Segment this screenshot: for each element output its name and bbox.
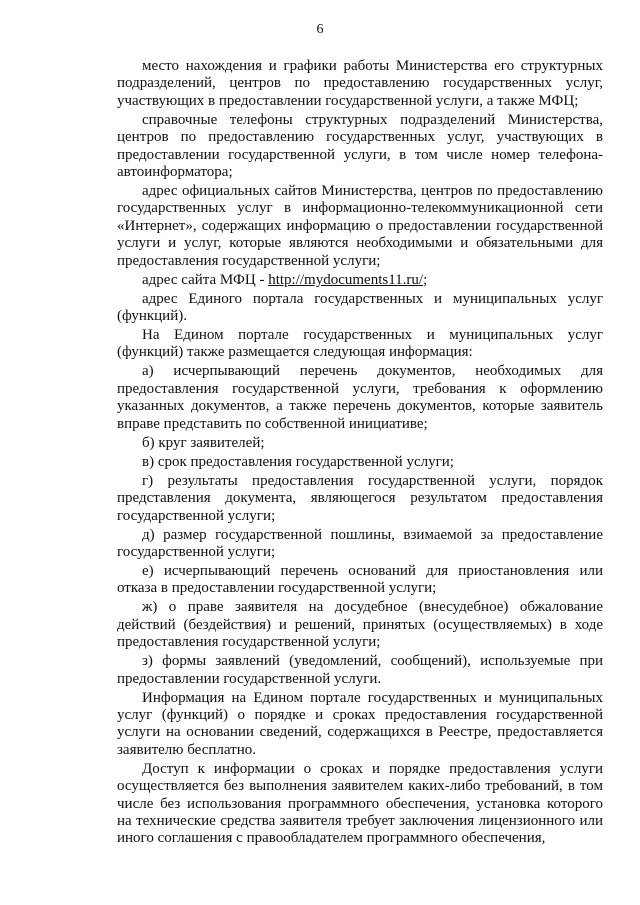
paragraph-mfc-site	[117, 272, 603, 289]
paragraph: адрес Единого портала государственных и муниципальных услуг (функций).	[117, 290, 603, 325]
paragraph: справочные телефоны структурных подразделений Министерства, центров по предоставлению государственных услуг, участвующих в предоставлении государственной услуги, в том числе номер телефона-автоинформатора;	[117, 111, 603, 181]
list-item: а) исчерпывающий перечень документов, необходимых для предоставления государственной услуги, требования к оформлению указанных документов, а также перечень документов, которые заявитель вправе представить по собственной инициативе;	[117, 363, 603, 432]
mfc-site-suffix: ;	[423, 271, 428, 288]
document-body	[117, 58, 603, 849]
list-item: ж) о праве заявителя на досудебное (внесудебное) обжалование действий (бездействия) и решений, принятых (осуществляемых) в ходе предоставления государственной услуги;	[117, 599, 603, 651]
list-item: в) срок предоставления государственной услуги;	[142, 453, 454, 470]
list-item: б) круг заявителей;	[142, 434, 265, 451]
paragraph: Доступ к информации о сроках и порядке предоставления услуги осуществляется без выполнения заявителем каких-либо требований, в том числе без использования программного обеспечения, установка которого на технические средства заявителя требует заключения лицензионного или иного соглашения с правообладателем программного обеспечения,	[117, 760, 603, 847]
mfc-site-label: адрес сайта МФЦ -	[142, 271, 269, 288]
mfc-site-link[interactable]: http://mydocuments11.ru/	[268, 271, 424, 288]
list-item: з) формы заявлений (уведомлений, сообщений), используемые при предоставлении государственной услуги.	[117, 653, 603, 687]
list-item: е) исчерпывающий перечень оснований для приостановления или отказа в предоставлении государственной услуги;	[117, 562, 603, 597]
list-item: г) результаты предоставления государственной услуги, порядок представления документа, являющегося результатом предоставления государственной услуги;	[117, 472, 603, 524]
page-number: 6	[316, 22, 324, 37]
paragraph: адрес официальных сайтов Министерства, центров по предоставлению государственных услуг в информационно-телекоммуникационной сети «Интернет», содержащих информацию о предоставлении государственной услуги и услуг, которые являются необходимыми и обязательными для предоставления государственной услуги;	[117, 183, 603, 269]
paragraph: место нахождения и графики работы Министерства его структурных подразделений, центров по предоставлению государственных услуг, участвующих в предоставлении государственной услуги, а также МФЦ;	[117, 58, 603, 109]
paragraph: На Едином портале государственных и муниципальных услуг (функций) также размещается следующая информация:	[117, 327, 603, 361]
paragraph: Информация на Едином портале государственных и муниципальных услуг (функций) о порядке и сроках предоставления государственной услуги на основании сведений, содержащихся в Реестре, предоставляется заявителю бесплатно.	[117, 689, 603, 758]
list-item: д) размер государственной пошлины, взимаемой за предоставление государственной услуги;	[117, 526, 603, 560]
